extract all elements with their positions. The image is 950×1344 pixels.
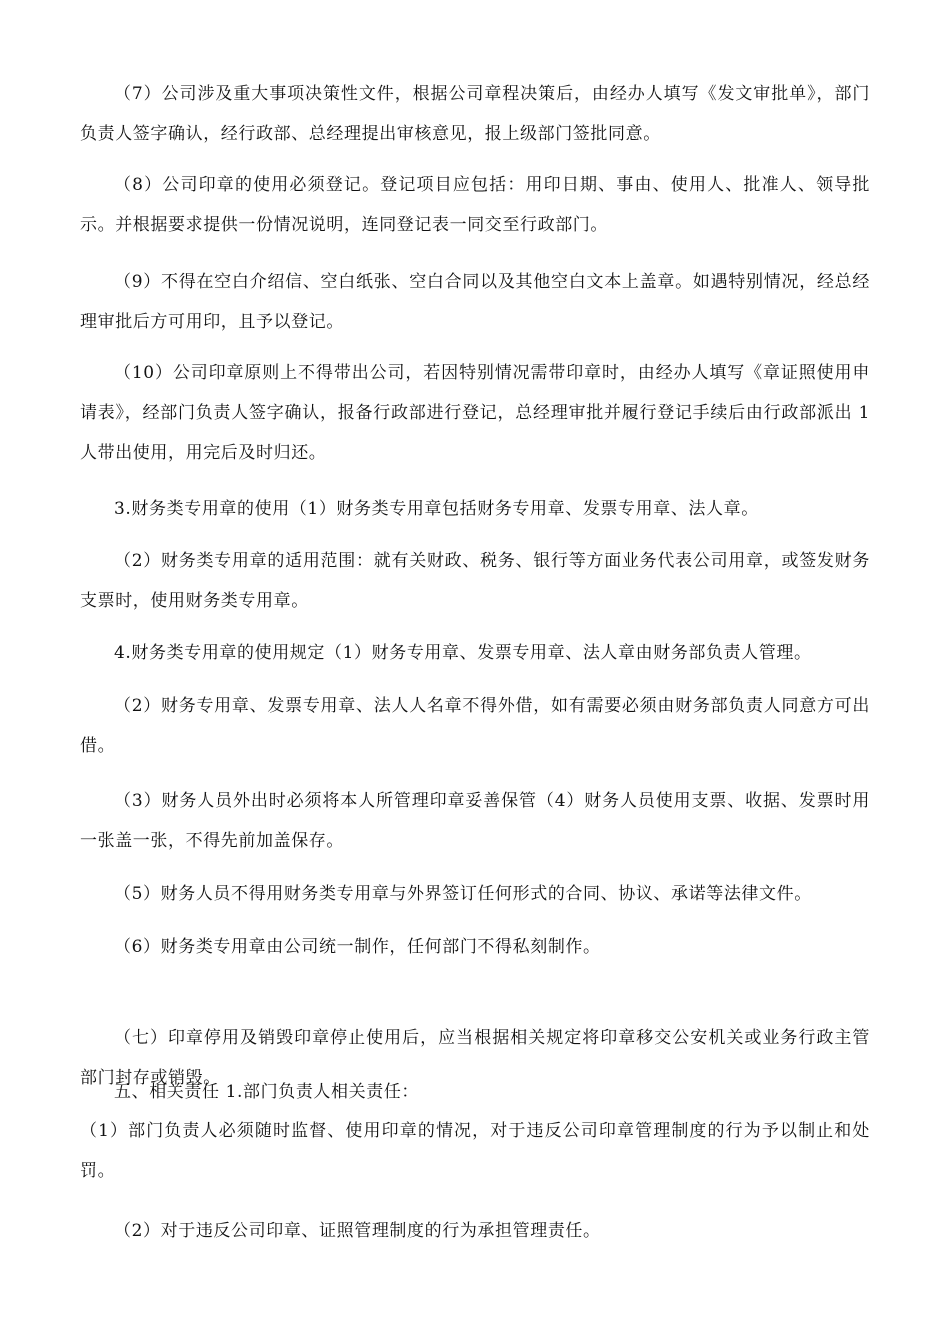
- section-5-responsibilities-heading: 五、相关责任 1.部门负责人相关责任：: [114, 1082, 420, 1102]
- paragraph-8-seal-registration: （8）公司印章的使用必须登记。登记项目应包括：用印日期、事由、使用人、批准人、领导批示。并根据要求提供一份情况说明，连同登记表一同交至行政部门。: [80, 175, 870, 235]
- paragraph-no-contract-signing: （5）财务人员不得用财务类专用章与外界签订任何形式的合同、协议、承诺等法律文件。: [114, 884, 812, 904]
- paragraph-dept-head-supervision: （1）部门负责人必须随时监督、使用印章的情况，对于违反公司印章管理制度的行为予以制止和处罚。: [80, 1121, 870, 1181]
- paragraph-safekeeping-and-cheques: （3）财务人员外出时必须将本人所管理印章妥善保管（4）财务人员使用支票、收据、发票时用一张盖一张，不得先前加盖保存。: [80, 791, 870, 851]
- section-3-finance-seal-usage: 3.财务类专用章的使用（1）财务类专用章包括财务专用章、发票专用章、法人章。: [114, 499, 759, 519]
- section-7-seal-destruction: （七）印章停用及销毁印章停止使用后，应当根据相关规定将印章移交公安机关或业务行政主管部门封存或销毁。: [80, 1028, 870, 1088]
- paragraph-management-responsibility: （2）对于违反公司印章、证照管理制度的行为承担管理责任。: [114, 1221, 601, 1241]
- section-4-finance-seal-rules: 4.财务类专用章的使用规定（1）财务专用章、发票专用章、法人章由财务部负责人管理。: [114, 643, 812, 663]
- paragraph-10-seal-take-out: （10）公司印章原则上不得带出公司，若因特别情况需带印章时，由经办人填写《章证照使用申请表》，经部门负责人签字确认，报备行政部进行登记，总经理审批并履行登记手续后由行政部派出 1 人带出使用，用完后及时归还。: [80, 363, 870, 463]
- paragraph-7-issue-document-approval: （7）公司涉及重大事项决策性文件，根据公司章程决策后，由经办人填写《发文审批单》，部门负责人签字确认，经行政部、总经理提出审核意见，报上级部门签批同意。: [80, 84, 870, 144]
- paragraph-finance-seal-scope: （2）财务类专用章的适用范围：就有关财政、税务、银行等方面业务代表公司用章，或签发财务支票时，使用财务类专用章。: [80, 551, 870, 611]
- paragraph-9-no-blank-stamping: （9）不得在空白介绍信、空白纸张、空白合同以及其他空白文本上盖章。如遇特别情况，经总经理审批后方可用印，且予以登记。: [80, 272, 870, 332]
- paragraph-unified-production: （6）财务类专用章由公司统一制作，任何部门不得私刻制作。: [114, 937, 601, 957]
- paragraph-no-lending-seals: （2）财务专用章、发票专用章、法人人名章不得外借，如有需要必须由财务部负责人同意方可出借。: [80, 696, 870, 756]
